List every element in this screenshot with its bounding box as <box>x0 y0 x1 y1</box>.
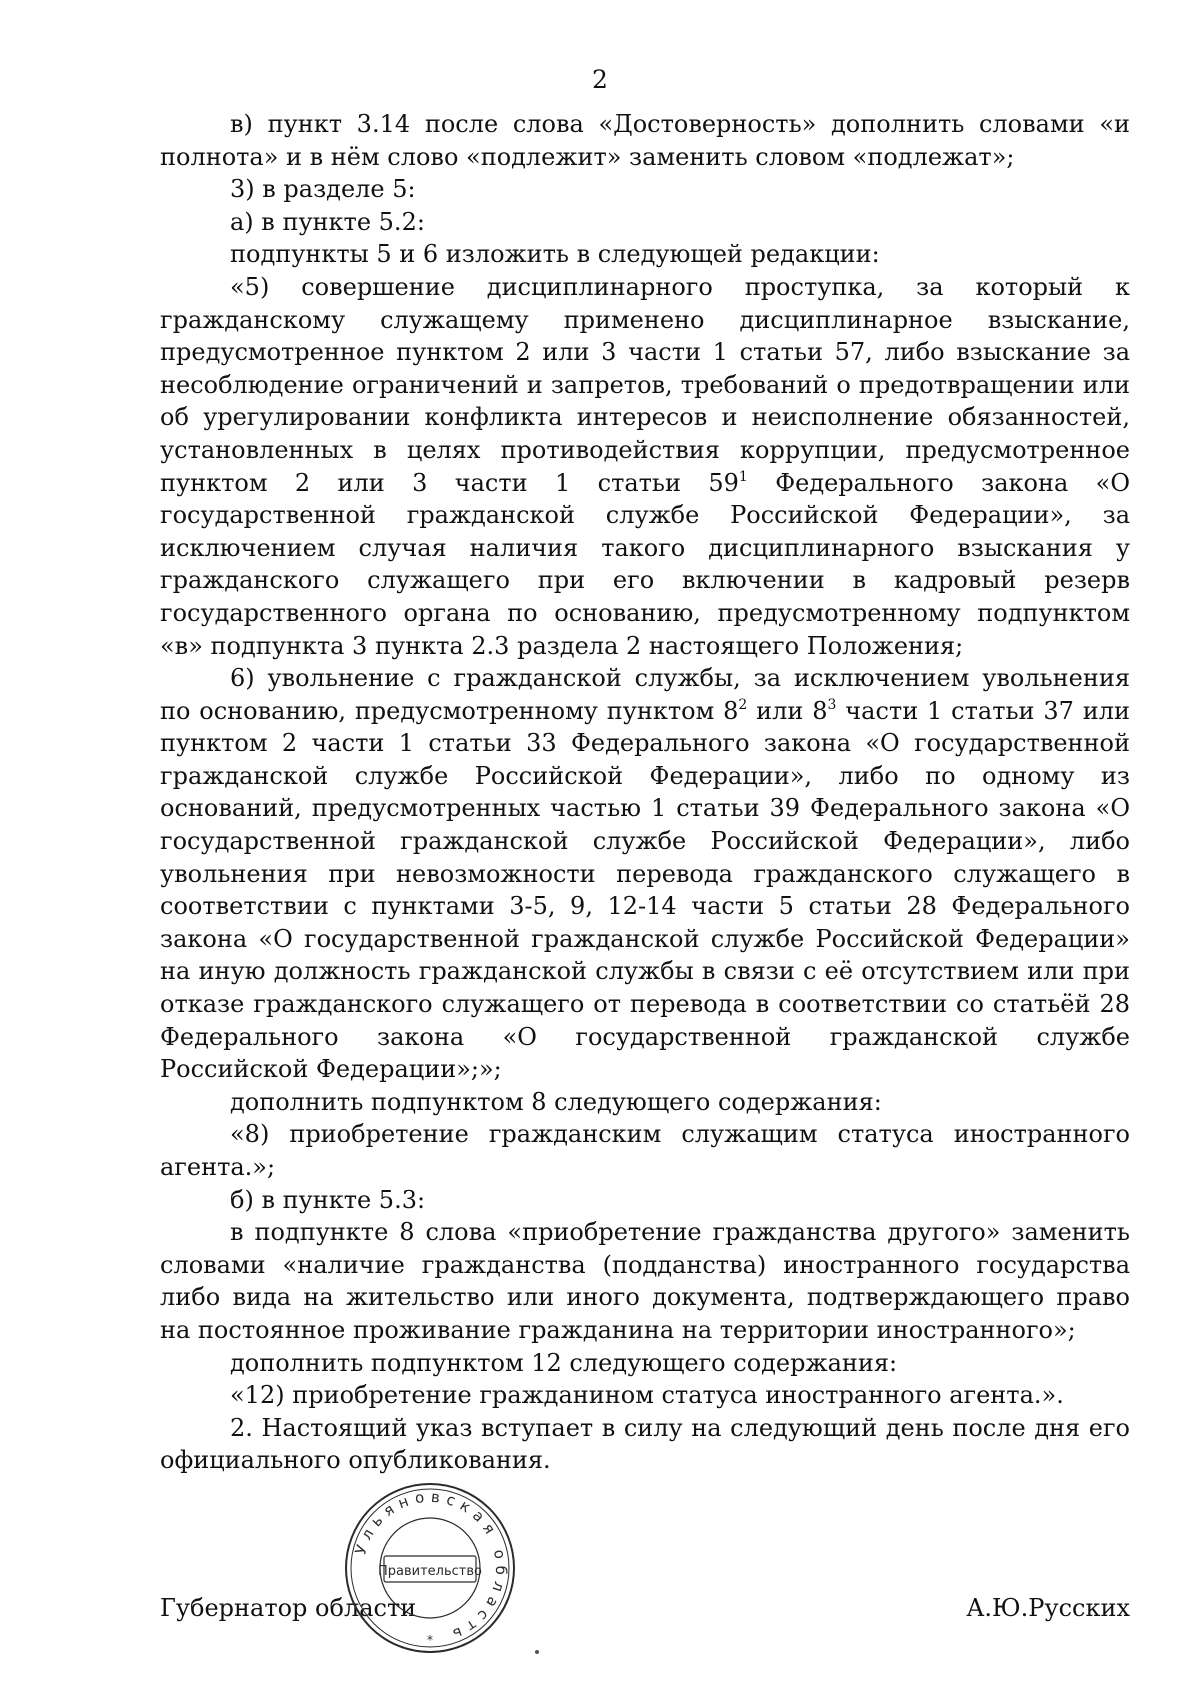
subpoint-5-text-b: Федерального закона «О государственной гражданской службе Российской Федерации», за исключением случая наличия такого дисциплинарного взыскания у гражданского служащего при его включении в кадровый резерв государственного органа по основанию, предусмотренному подпунктом «в» подпункта 3 пункта 2.3 раздела 2 настоящего Положения; <box>160 468 1130 660</box>
paragraph-add-subpoint-12: дополнить подпунктом 12 следующего содержания: <box>230 1348 898 1377</box>
paragraph-subpoints-5-6: подпункты 5 и 6 изложить в следующей редакции: <box>230 240 880 269</box>
paragraph-section-5: 3) в разделе 5: <box>230 175 416 204</box>
paragraph-subpoint-8-amend: в подпункте 8 слова «приобретение гражданства другого» заменить словами «наличие гражданства (подданства) иностранного государства либо вида на жительство или иного документа, подтверждающего право на постоянное проживание гражданина на территории иностранного»; <box>160 1218 1130 1344</box>
signatory-position: Губернатор области <box>160 1594 417 1622</box>
paragraph-subpoint-8: «8) приобретение гражданским служащим статуса иностранного агента.»; <box>160 1120 1130 1181</box>
signatory-name: А.Ю.Русских <box>966 1594 1130 1622</box>
official-seal <box>340 1478 520 1658</box>
subpoint-6-text-c: части 1 статьи 37 или пунктом 2 части 1 статьи 33 Федерального закона «О государственной гражданской службе Российской Федерации», либо по одному из оснований, предусмотренных частью 1 статьи 39 Федерального закона «О государственной гражданской службе Российской Федерации», либо увольнения при невозможности перевода гражданского служащего в соответствии с пунктами 3-5, 9, 12-14 части 5 статьи 28 Федерального закона «О государственной гражданской службе Российской Федерации» на иную должность гражданской службы в связи с её отсутствием или при отказе гражданского служащего от перевода в соответствии со статьёй 28 Федерального закона «О государственной гражданской службе Российской Федерации»;»; <box>160 696 1131 1084</box>
superscript-2: 2 <box>738 696 748 713</box>
subpoint-6-text-a: 6) увольнение с гражданской службы, за исключением увольнения по основанию, предусмотренному пунктом 8 <box>160 664 1130 725</box>
page-number: 2 <box>592 65 608 94</box>
seal-outer-text: Ульяновская область <box>351 1487 511 1646</box>
stray-mark <box>535 1650 539 1654</box>
paragraph-subpoint-6 <box>160 662 1130 1086</box>
seal-center-text: Правительство <box>378 1564 482 1579</box>
paragraph-effective-date: 2. Настоящий указ вступает в силу на следующий день после дня его официального опубликования. <box>160 1413 1130 1475</box>
paragraph-subpoint-12: «12) приобретение гражданином статуса иностранного агента.». <box>230 1381 1064 1410</box>
document-body <box>160 108 1130 1477</box>
seal-star-icon: * <box>427 1633 433 1647</box>
paragraph-add-subpoint-8: дополнить подпунктом 8 следующего содержания: <box>230 1087 882 1116</box>
paragraph-amend-3-14: в) пункт 3.14 после слова «Достоверность» дополнить словами «и полнота» и в нём слово «подлежит» заменить словом «подлежат»; <box>160 110 1130 171</box>
superscript-3: 3 <box>827 696 837 713</box>
paragraph-point-5-2: а) в пункте 5.2: <box>230 207 425 236</box>
paragraph-subpoint-5 <box>160 271 1130 662</box>
superscript-1: 1 <box>738 468 748 485</box>
paragraph-point-5-3: б) в пункте 5.3: <box>230 1185 426 1214</box>
subpoint-5-text-a: «5) совершение дисциплинарного проступка, за который к гражданскому служащему применено дисциплинарное взыскание, предусмотренное пунктом 2 или 3 части 1 статьи 57, либо взыскание за несоблюдение ограничений и запретов, требований о предотвращении или об урегулировании конфликта интересов и неисполнение обязанностей, установленных в целях противодействия коррупции, предусмотренное пунктом 2 или 3 части 1 статьи 59 <box>160 272 1130 497</box>
subpoint-6-text-b: или 8 <box>747 696 828 725</box>
